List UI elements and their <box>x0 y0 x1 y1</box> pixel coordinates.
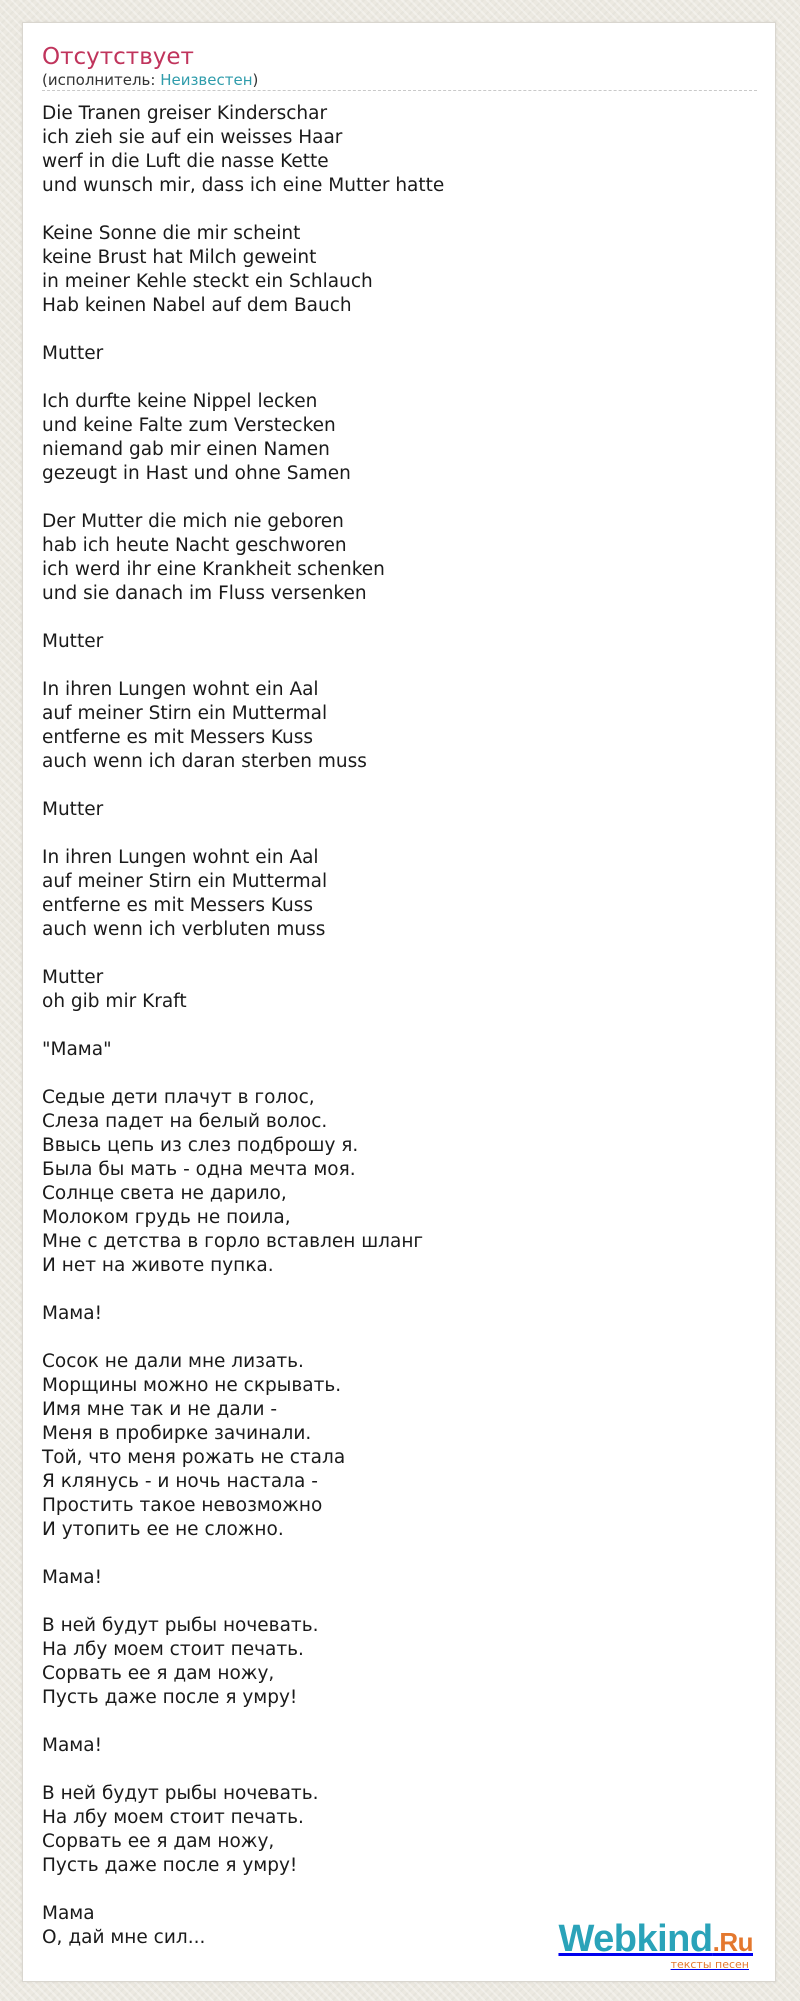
lyrics-line: Mutter <box>42 631 104 652</box>
lyrics-line: Имя мне так и не дали - <box>42 1399 278 1420</box>
title-divider <box>42 90 757 91</box>
lyrics-line: Мама! <box>42 1567 103 1588</box>
lyrics-stanza <box>42 1350 757 1542</box>
lyrics-stanza <box>42 222 757 318</box>
logo-tagline: тексты песен <box>670 1958 749 1971</box>
lyrics-stanza <box>42 1782 757 1878</box>
lyrics-line: Морщины можно не скрывать. <box>42 1375 342 1396</box>
lyrics-line: Слеза падет на белый волос. <box>42 1111 328 1132</box>
lyrics-line: niemand gab mir einen Namen <box>42 439 330 460</box>
lyrics-line: Сосок не дали мне лизать. <box>42 1351 304 1372</box>
lyrics-line: Hab keinen Nabel auf dem Bauch <box>42 295 352 316</box>
lyrics-line: Солнце света не дарило, <box>42 1183 287 1204</box>
lyrics-line: Keine Sonne die mir scheint <box>42 223 301 244</box>
lyrics-stanza <box>42 342 757 366</box>
lyrics-line: entferne es mit Messers Kuss <box>42 895 314 916</box>
lyrics-stanza <box>42 1566 757 1590</box>
lyrics-line: auf meiner Stirn ein Muttermal <box>42 703 328 724</box>
lyrics-line: Сорвать ее я дам ножу, <box>42 1663 275 1684</box>
lyrics-line: Пусть даже после я умру! <box>42 1687 298 1708</box>
site-logo[interactable] <box>558 1920 753 1971</box>
lyrics-line: Меня в пробирке зачинали. <box>42 1423 312 1444</box>
lyrics-line: О, дай мне сил... <box>42 1927 206 1948</box>
lyrics-line: werf in die Luft die nasse Kette <box>42 151 329 172</box>
lyrics-line: Der Mutter die mich nie geboren <box>42 511 344 532</box>
lyrics-line: und keine Falte zum Verstecken <box>42 415 336 436</box>
artist-suffix: ) <box>252 71 259 89</box>
lyrics-stanza <box>42 510 757 606</box>
lyrics-stanza <box>42 678 757 774</box>
artist-link[interactable]: Неизвестен <box>160 71 253 89</box>
lyrics-line: keine Brust hat Milch geweint <box>42 247 317 268</box>
lyrics-line: Сорвать ее я дам ножу, <box>42 1831 275 1852</box>
lyrics-line: Mutter <box>42 799 104 820</box>
lyrics-stanza <box>42 102 757 198</box>
lyrics-line: gezeugt in Hast und ohne Samen <box>42 463 351 484</box>
lyrics-stanza <box>42 1302 757 1326</box>
lyrics-line: Mutter <box>42 967 104 988</box>
lyrics-line: На лбу моем стоит печать. <box>42 1807 304 1828</box>
lyrics-line: Седые дети плачут в голос, <box>42 1087 315 1108</box>
lyrics-stanza <box>42 798 757 822</box>
lyrics-line: In ihren Lungen wohnt ein Aal <box>42 847 319 868</box>
lyrics-line: Молоком грудь не поила, <box>42 1207 291 1228</box>
lyrics-line: und wunsch mir, dass ich eine Mutter hatte <box>42 175 445 196</box>
lyrics-text <box>42 102 757 1974</box>
logo-domain-suffix: .Ru <box>712 1927 753 1957</box>
lyrics-line: auch wenn ich daran sterben muss <box>42 751 367 772</box>
lyrics-line: Mutter <box>42 343 104 364</box>
lyrics-line: in meiner Kehle steckt ein Schlauch <box>42 271 373 292</box>
lyrics-line: Мама! <box>42 1735 103 1756</box>
lyrics-stanza <box>42 1038 757 1062</box>
lyrics-line: und sie danach im Fluss versenken <box>42 583 367 604</box>
lyrics-line: entferne es mit Messers Kuss <box>42 727 314 748</box>
lyrics-card <box>22 22 776 1982</box>
lyrics-stanza <box>42 846 757 942</box>
lyrics-stanza <box>42 390 757 486</box>
lyrics-line: auf meiner Stirn ein Muttermal <box>42 871 328 892</box>
lyrics-line: auch wenn ich verbluten muss <box>42 919 326 940</box>
lyrics-stanza <box>42 1734 757 1758</box>
lyrics-line: ich zieh sie auf ein weisses Haar <box>42 127 343 148</box>
lyrics-line: Мама <box>42 1903 95 1924</box>
lyrics-line: Мне с детства в горло вставлен шланг <box>42 1231 424 1252</box>
lyrics-line: Ich durfte keine Nippel lecken <box>42 391 318 412</box>
lyrics-line: oh gib mir Kraft <box>42 991 187 1012</box>
lyrics-stanza <box>42 1614 757 1710</box>
lyrics-line: hab ich heute Nacht geschworen <box>42 535 347 556</box>
lyrics-line: Мама! <box>42 1303 103 1324</box>
artist-line <box>42 70 258 90</box>
logo-main-text: Webkind <box>558 1918 713 1960</box>
lyrics-line: In ihren Lungen wohnt ein Aal <box>42 679 319 700</box>
artist-prefix: (исполнитель: <box>42 71 161 89</box>
lyrics-line: ich werd ihr eine Krankheit schenken <box>42 559 385 580</box>
lyrics-line: Die Tranen greiser Kinderschar <box>42 103 328 124</box>
lyrics-line: На лбу моем стоит печать. <box>42 1639 304 1660</box>
lyrics-stanza <box>42 966 757 1014</box>
lyrics-line: "Мама" <box>42 1039 112 1060</box>
lyrics-line: Простить такое невозможно <box>42 1495 323 1516</box>
lyrics-line: Той, что меня рожать не стала <box>42 1447 346 1468</box>
lyrics-line: Я клянусь - и ночь настала - <box>42 1471 318 1492</box>
lyrics-line: В ней будут рыбы ночевать. <box>42 1615 319 1636</box>
lyrics-line: В ней будут рыбы ночевать. <box>42 1783 319 1804</box>
lyrics-stanza <box>42 1086 757 1278</box>
lyrics-line: Пусть даже после я умру! <box>42 1855 298 1876</box>
song-title: Отсутствует <box>42 44 194 70</box>
lyrics-stanza <box>42 630 757 654</box>
logo-wordmark <box>558 1920 753 1961</box>
lyrics-line: Ввысь цепь из слез подброшу я. <box>42 1135 359 1156</box>
lyrics-line: И утопить ее не сложно. <box>42 1519 284 1540</box>
lyrics-line: Была бы мать - одна мечта моя. <box>42 1159 356 1180</box>
lyrics-line: И нет на животе пупка. <box>42 1255 274 1276</box>
